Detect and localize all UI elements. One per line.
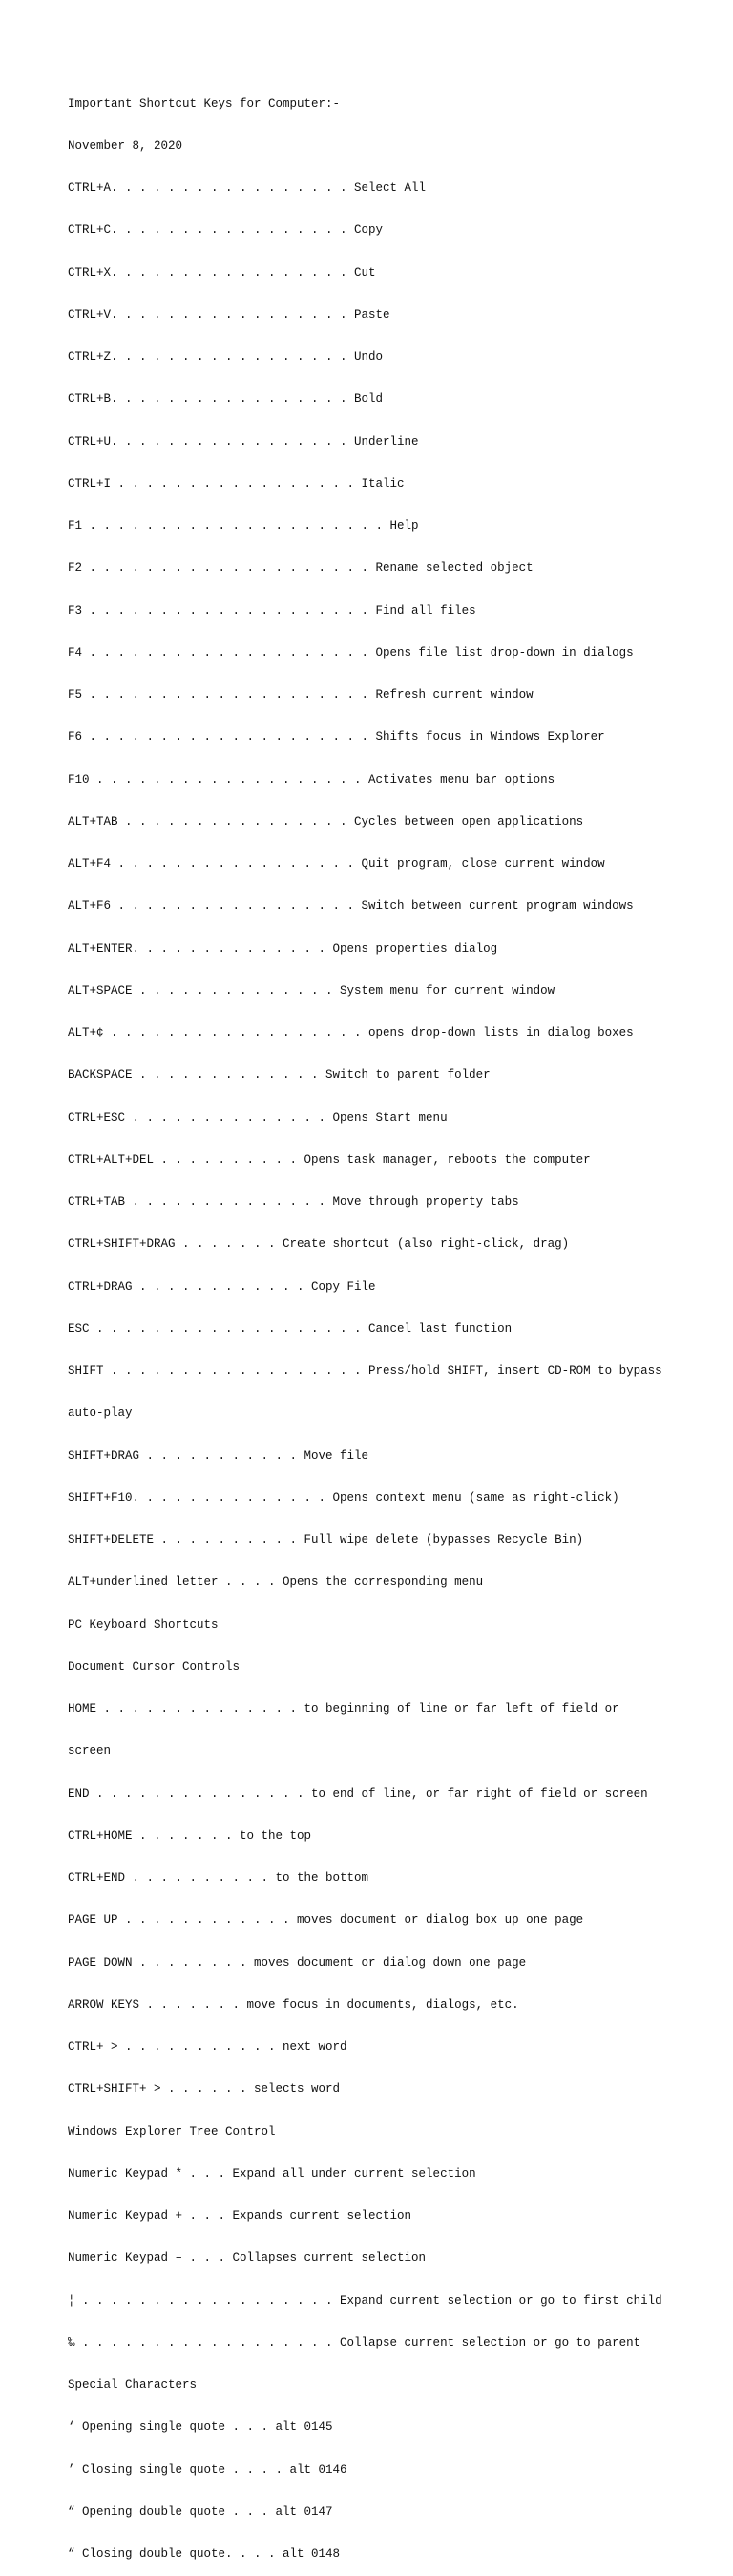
shortcut-line: CTRL+END . . . . . . . . . . to the bottom — [68, 1871, 369, 1885]
shortcut-line: ALT+ENTER. . . . . . . . . . . . . . Opens properties dialog — [68, 941, 498, 956]
shortcut-line: Numeric Keypad * . . . Expand all under current selection — [68, 2166, 476, 2181]
shortcut-line: CTRL+DRAG . . . . . . . . . . . . Copy File — [68, 1279, 376, 1294]
document-title: Important Shortcut Keys for Computer:- — [68, 96, 341, 111]
shortcut-line: PAGE UP . . . . . . . . . . . . moves document or dialog box up one page — [68, 1913, 584, 1928]
shortcut-line: ARROW KEYS . . . . . . . move focus in documents, dialogs, etc. — [68, 1997, 519, 2012]
special-character-line: “ Closing double quote. . . . alt 0148 — [68, 2547, 341, 2561]
shortcut-line: CTRL+V. . . . . . . . . . . . . . . . . Paste — [68, 307, 390, 322]
shortcut-line: SHIFT . . . . . . . . . . . . . . . . . . Press/hold SHIFT, insert CD-ROM to bypass — [68, 1364, 662, 1378]
shortcut-line: CTRL+SHIFT+ > . . . . . . selects word — [68, 2082, 341, 2097]
shortcut-line: F3 . . . . . . . . . . . . . . . . . . . . Find all files — [68, 603, 476, 618]
shortcut-line: F6 . . . . . . . . . . . . . . . . . . . . Shifts focus in Windows Explorer — [68, 730, 605, 745]
shortcut-line: CTRL+ALT+DEL . . . . . . . . . . Opens task manager, reboots the computer — [68, 1152, 591, 1167]
section-heading: Document Cursor Controls — [68, 1659, 241, 1674]
shortcut-line: CTRL+Z. . . . . . . . . . . . . . . . . Undo — [68, 350, 384, 364]
shortcut-line: ALT+F6 . . . . . . . . . . . . . . . . . Switch between current program windows — [68, 899, 634, 914]
shortcut-line: CTRL+SHIFT+DRAG . . . . . . . Create shortcut (also right-click, drag) — [68, 1237, 570, 1252]
shortcut-line: HOME . . . . . . . . . . . . . . to beginning of line or far left of field or — [68, 1702, 619, 1716]
shortcut-line: Numeric Keypad – . . . Collapses current selection — [68, 2251, 427, 2266]
shortcut-line: ‰ . . . . . . . . . . . . . . . . . . Collapse current selection or go to parent — [68, 2335, 641, 2350]
shortcut-line: F2 . . . . . . . . . . . . . . . . . . . . Rename selected object — [68, 561, 534, 576]
shortcut-line-continuation: auto-play — [68, 1406, 133, 1421]
shortcut-line: CTRL+ESC . . . . . . . . . . . . . . Opens Start menu — [68, 1110, 448, 1125]
shortcut-line: CTRL+TAB . . . . . . . . . . . . . . Move through property tabs — [68, 1195, 519, 1209]
shortcut-line: ALT+F4 . . . . . . . . . . . . . . . . . Quit program, close current window — [68, 857, 605, 871]
shortcut-line: F10 . . . . . . . . . . . . . . . . . . . Activates menu bar options — [68, 772, 555, 787]
section-heading: Special Characters — [68, 2378, 198, 2392]
special-character-line: ’ Closing single quote . . . . alt 0146 — [68, 2462, 347, 2477]
shortcut-line: PAGE DOWN . . . . . . . . moves document or dialog down one page — [68, 1955, 527, 1970]
section-heading: PC Keyboard Shortcuts — [68, 1617, 219, 1632]
shortcut-line: ALT+¢ . . . . . . . . . . . . . . . . . . opens drop-down lists in dialog boxes — [68, 1026, 634, 1040]
special-character-line: ‘ Opening single quote . . . alt 0145 — [68, 2420, 333, 2435]
shortcut-line: CTRL+ > . . . . . . . . . . . next word — [68, 2040, 347, 2054]
shortcut-line: ESC . . . . . . . . . . . . . . . . . . . Cancel last function — [68, 1321, 513, 1336]
shortcut-line: CTRL+HOME . . . . . . . to the top — [68, 1828, 312, 1843]
shortcut-line: CTRL+X. . . . . . . . . . . . . . . . . Cut — [68, 265, 376, 280]
shortcut-line: SHIFT+DELETE . . . . . . . . . . Full wipe delete (bypasses Recycle Bin) — [68, 1533, 584, 1547]
document-date: November 8, 2020 — [68, 138, 183, 153]
document-text-body — [68, 69, 717, 2576]
shortcut-line: CTRL+B. . . . . . . . . . . . . . . . . Bold — [68, 392, 384, 407]
shortcut-line: CTRL+U. . . . . . . . . . . . . . . . . Underline — [68, 434, 419, 449]
shortcut-line: ALT+underlined letter . . . . Opens the corresponding menu — [68, 1575, 484, 1590]
shortcut-line: ALT+SPACE . . . . . . . . . . . . . . System menu for current window — [68, 983, 555, 998]
shortcut-line: SHIFT+F10. . . . . . . . . . . . . . Opens context menu (same as right-click) — [68, 1490, 619, 1505]
shortcut-line-continuation: screen — [68, 1744, 112, 1759]
shortcut-line: F4 . . . . . . . . . . . . . . . . . . . . Opens file list drop-down in dialogs — [68, 645, 634, 660]
special-character-line: “ Opening double quote . . . alt 0147 — [68, 2504, 333, 2519]
shortcut-line: Numeric Keypad + . . . Expands current selection — [68, 2209, 412, 2223]
shortcut-line: CTRL+C. . . . . . . . . . . . . . . . . Copy — [68, 223, 384, 238]
shortcut-line: CTRL+A. . . . . . . . . . . . . . . . . Select All — [68, 181, 427, 195]
shortcut-line: SHIFT+DRAG . . . . . . . . . . . Move file — [68, 1448, 369, 1463]
shortcut-line: ¦ . . . . . . . . . . . . . . . . . . Expand current selection or go to first child — [68, 2293, 662, 2308]
shortcut-line: END . . . . . . . . . . . . . . . to end of line, or far right of field or screen — [68, 1786, 648, 1801]
shortcut-line: F5 . . . . . . . . . . . . . . . . . . . . Refresh current window — [68, 688, 534, 702]
shortcut-line: CTRL+I . . . . . . . . . . . . . . . . . Italic — [68, 476, 405, 491]
shortcut-line: F1 . . . . . . . . . . . . . . . . . . . . . Help — [68, 519, 419, 533]
shortcut-line: BACKSPACE . . . . . . . . . . . . . Switch to parent folder — [68, 1068, 491, 1083]
shortcut-line: ALT+TAB . . . . . . . . . . . . . . . . Cycles between open applications — [68, 814, 584, 829]
section-heading: Windows Explorer Tree Control — [68, 2124, 276, 2139]
